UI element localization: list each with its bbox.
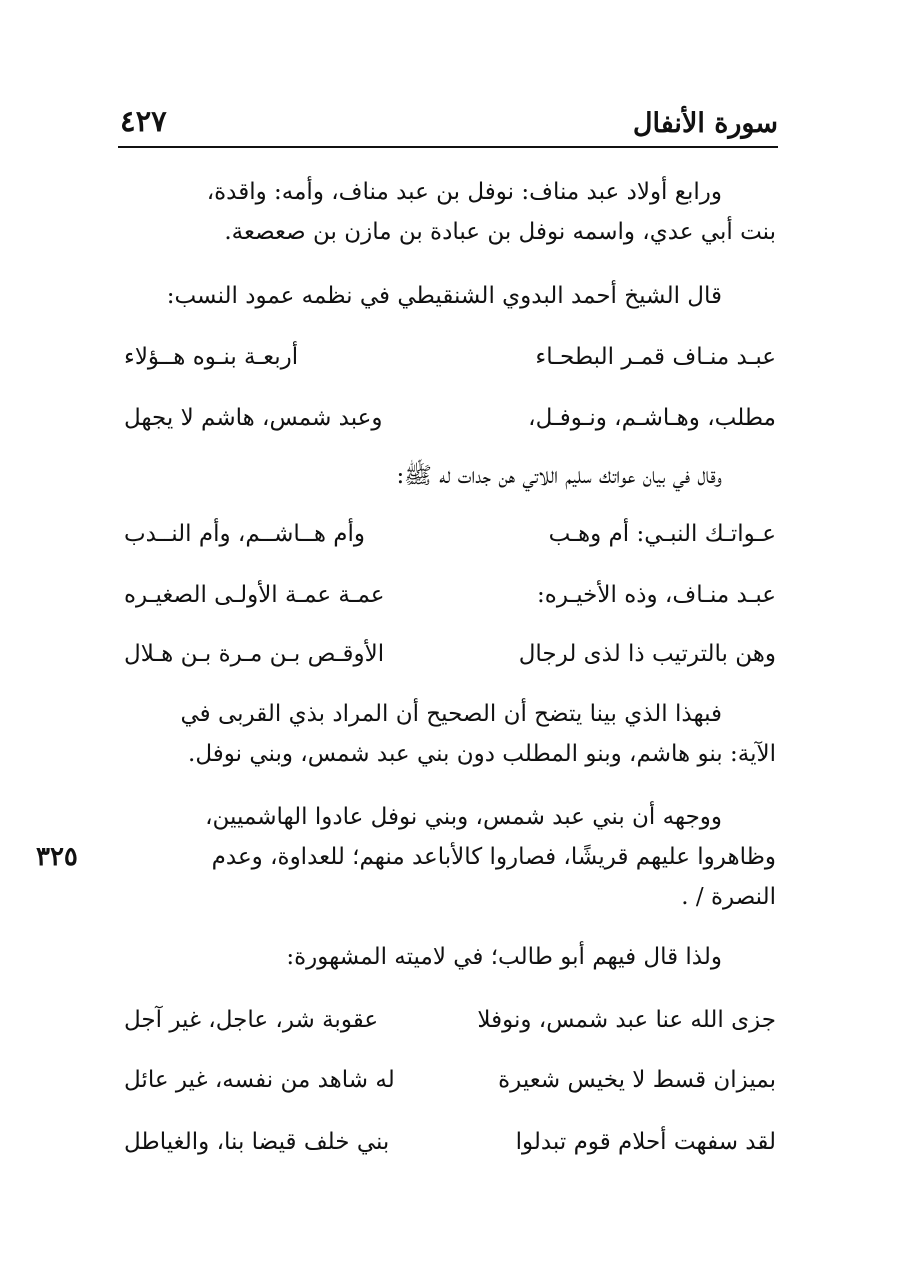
verse-hemistich-first: لقد سفهت أحلام قوم تبدلوا: [515, 1129, 776, 1155]
verse-hemistich-second: الأوقـص بـن مـرة بـن هـلال: [124, 641, 385, 667]
verse-hemistich-first: بميزان قسط لا يخيس شعيرة: [498, 1067, 776, 1093]
paragraph: [124, 694, 776, 774]
verse-hemistich-second: عقوبة شر، عاجل، غير آجل: [124, 1007, 379, 1033]
header-divider: [118, 146, 778, 148]
text-line: النصرة / .: [681, 884, 776, 910]
verse-line: [124, 634, 776, 674]
verse-hemistich-first: عبـد منـاف قمـر البطحـاء: [535, 344, 776, 370]
verse-hemistich-first: مطلب، وهـاشـم، ونـوفـل،: [528, 405, 776, 431]
verse-hemistich-first: جزى الله عنا عبد شمس، ونوفلا: [477, 1007, 776, 1033]
verse-hemistich-first: عـواتـك النبـي: أم وهـب: [548, 521, 776, 547]
verse-line: [124, 575, 776, 615]
text-line: وظاهروا عليهم قريشًا، فصاروا كالأباعد منهم؛ للعداوة، وعدم: [211, 844, 776, 870]
paragraph: [124, 797, 776, 917]
verse-hemistich-first: عبـد منـاف، وذه الأخيـره:: [537, 582, 776, 608]
page-header: [118, 98, 778, 146]
text-line: ولذا قال فيهم أبو طالب؛ في لاميته المشهورة:: [286, 944, 722, 970]
verse-hemistich-second: عمـة عمـة الأولـى الصغيـره: [124, 582, 385, 608]
verse-hemistich-first: وهن بالترتيب ذا لذى لرجال: [518, 641, 776, 667]
text-line: ووجهه أن بني عبد شمس، وبني نوفل عادوا الهاشميين،: [205, 804, 722, 830]
verse-hemistich-second: أربعـة بنـوه هــؤلاء: [124, 344, 299, 370]
text-line: قال الشيخ أحمد البدوي الشنقيطي في نظمه عمود النسب:: [166, 283, 722, 309]
paragraph: [124, 276, 776, 316]
paragraph: [124, 456, 776, 496]
verse-line: [124, 1000, 776, 1040]
verse-hemistich-second: له شاهد من نفسه، غير عائل: [124, 1067, 395, 1093]
paragraph: [124, 937, 776, 977]
text-line: بنت أبي عدي، واسمه نوفل بن عبادة بن مازن بن صعصعة.: [224, 219, 776, 245]
verse-line: [124, 398, 776, 438]
verse-line: [124, 1122, 776, 1162]
text-line: ورابع أولاد عبد مناف: نوفل بن عبد مناف، وأمه: واقدة،: [206, 179, 722, 205]
verse-line: [124, 337, 776, 377]
verse-line: [124, 514, 776, 554]
text-line: وقال في بيان عواتك سليم اللاتي هن جدات له ﷺ:: [396, 463, 722, 489]
surah-title: سورة الأنفال: [632, 108, 778, 139]
text-line: فبهذا الذي بينا يتضح أن الصحيح أن المراد بذي القربى في: [180, 701, 722, 727]
text-line: الآية: بنو هاشم، وبنو المطلب دون بني عبد شمس، وبني نوفل.: [188, 741, 776, 767]
verse-hemistich-second: بني خلف قيضا بنا، والغياطل: [124, 1129, 390, 1155]
page-number: ٤٢٧: [120, 104, 167, 138]
margin-page-reference: ٣٢٥: [36, 842, 78, 872]
verse-line: [124, 1060, 776, 1100]
paragraph: [124, 172, 776, 252]
verse-hemistich-second: وأم هــاشــم، وأم النــدب: [124, 521, 366, 547]
verse-hemistich-second: وعبد شمس، هاشم لا يجهل: [124, 405, 383, 431]
